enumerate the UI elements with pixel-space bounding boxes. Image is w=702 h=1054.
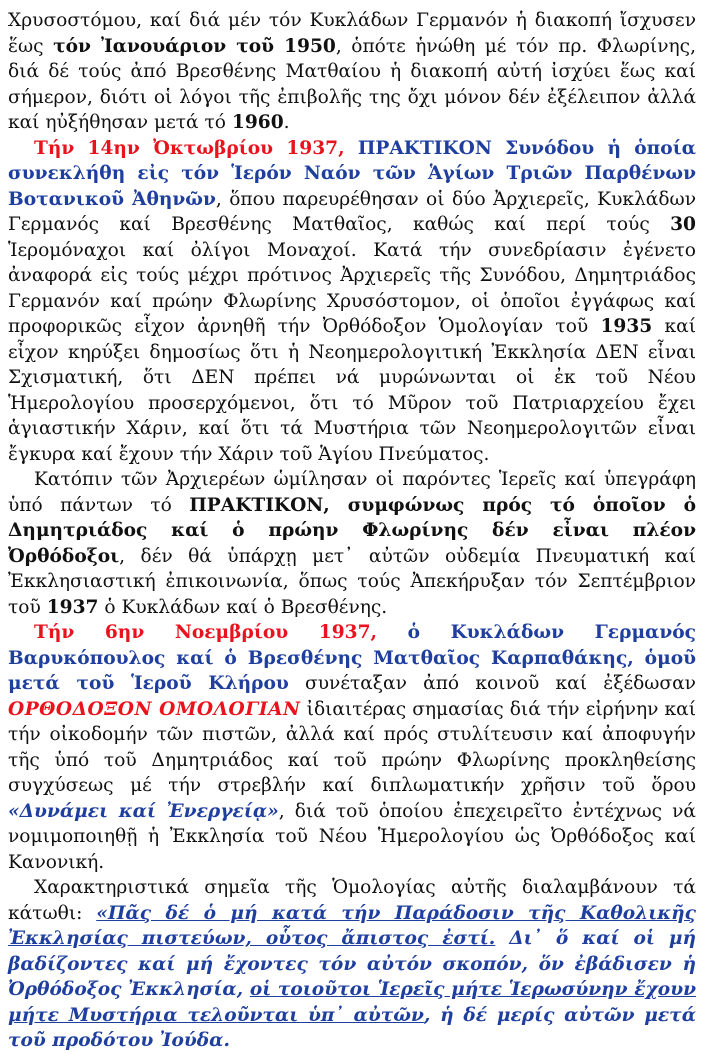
- blue-italic-quote: , ἡ δέ μερίς αὐτῶν μετά τοῦ προδότου Ἰούδα.: [8, 1004, 696, 1051]
- bold-year: 1937: [46, 596, 99, 618]
- bold-year: 1935: [600, 316, 653, 337]
- text-segment: Χρυσοστόμου, καί διά μέν τόν Κυκλάδων Γερμανόν ἡ διακοπή ἴσχυσεν ἕως: [8, 10, 696, 57]
- blue-italic-underlined-quote: «Πᾶς δέ ὁ μή κατά τήν Παράδοσιν τῆς Καθολικῆς Ἐκκλησίας πιστεύων, οὗτος ἄπιστος ἐστί.: [8, 902, 696, 949]
- blue-italic-quote: Δι᾽ ὅ καί οἱ μή βαδίζοντες καί μή ἔχοντες τόν αὐτόν σκοπόν, ὅν ἐβάδισεν ἡ Ὀρθόδοξος Ἐκκλησία,: [8, 928, 697, 1000]
- paragraph-2: [8, 136, 696, 468]
- bold-number: 30: [670, 214, 696, 235]
- red-date-heading: Τήν 6ην Νοεμβρίου 1937,: [34, 622, 408, 643]
- paragraph-1: [8, 8, 696, 136]
- text-segment: Κατόπιν τῶν Ἀρχιερέων ὡμίλησαν οἱ παρόντες Ἱερεῖς καί ὑπεγράφη ὑπό πάντων τό: [8, 469, 696, 516]
- blue-italic-underlined-quote: οἱ τοιοῦτοι Ἱερεῖς μήτε Ἱερωσύνην ἔχουν μήτε Μυστήρια τελοῦνται ὑπ᾽ αὐτῶν: [8, 979, 696, 1026]
- paragraph-5: [8, 875, 696, 1054]
- blue-italic-quote: «Δυνάμει καί Ἐνεργείᾳ»: [8, 800, 279, 822]
- text-segment: Ἱερομόναχοι καί ὀλίγοι Μοναχοί. Κατά τήν συνεδρίασιν ἐγένετο ἀναφορά εἰς τούς μέχρι πρότινος Ἀρχιερεῖς τῆς Συνόδου, Δημητριάδος Γερμανόν καί πρώην Φλωρίνης Χρυσόστομον, οἱ ὁποῖοι ἐγγάφως καί προφορικῶς εἶχον ἀρνηθῆ τήν Ὀρθόδοξον Ὁμολογίαν τοῦ: [8, 239, 696, 337]
- text-segment: .: [283, 112, 290, 133]
- paragraph-4: [8, 620, 696, 875]
- text-segment: συνέταξαν ἀπό κοινοῦ καί ἐξέδωσαν: [288, 673, 696, 694]
- text-segment: , δέν θά ὑπάρχῃ μετ᾽ αὐτῶν οὐδεμία Πνευματική καί Ἐκκλησιαστική ἐπικοινωνία, ὅπως τούς Ἀπεκήρυξαν τόν Σεπτέμβριον τοῦ: [8, 545, 696, 618]
- red-title: ΟΡΘΟΔΟΞΟΝ ΟΜΟΛΟΓΙΑΝ: [8, 698, 301, 720]
- text-segment: , διά τοῦ ὁποίου ἐπεχειρεῖτο ἐντέχνως νά νομιμοποιηθῇ ἡ Ἐκκλησία τοῦ Νέου Ἡμερολογίου ὡς Ὀρθόδοξος καί Κανονική.: [8, 800, 696, 873]
- text-segment: ἰδιαιτέρας σημασίας διά τήν εἰρήνην καί τήν οἰκοδομήν τῶν πιστῶν, ἀλλά καί πρός στυλίτευσιν καί ἀποφυγήν τῆς ὑπό τοῦ Δημητριάδος καί τοῦ πρώην Φλωρίνης προκληθείσης συγχύσεως μέ τήν στρεβλήν καί διπλωματικήν χρῆσιν τοῦ ὅρου: [8, 698, 696, 796]
- paragraph-3: [8, 467, 696, 620]
- blue-heading: ΠΡΑΚΤΙΚΟΝ Συνόδου ἡ ὁποία συνεκλήθη εἰς τόν Ἱερόν Ναόν τῶν Ἁγίων Τριῶν Παρθένων Βοτανικοῦ Ἀθηνῶν: [8, 137, 696, 210]
- text-segment: καί εἶχον κηρύξει δημοσίως ὅτι ἡ Νεοημερολογιτική Ἐκκλησία ΔΕΝ εἶναι Σχισματική, ὅτι ΔΕΝ πρέπει νά μυρώνωνται οἱ ἐκ τοῦ Νέου Ἡμερολογίου προσερχόμενοι, ὅτι τό Μῦρον τοῦ Πατριαρχείου ἔχει ἁγιαστικήν Χάριν, καί ὅτι τά Μυστήρια τῶν Νεοημερολογιτῶν εἶναι ἔγκυρα καί ἔχουν τήν Χάριν τοῦ Ἁγίου Πνεύματος.: [8, 316, 696, 465]
- text-segment: ὁ Κυκλάδων καί ὁ Βρεσθένης.: [98, 596, 388, 618]
- blue-heading: ὁ Κυκλάδων Γερμανός Βαρυκόπουλος καί ὁ Βρεσθένης Ματθαῖος Καρπαθάκης, ὁμοῦ μετά τοῦ Ἱεροῦ Κλήρου: [8, 622, 696, 694]
- red-date-heading: Τήν 14ην Ὀκτωβρίου 1937,: [34, 137, 358, 159]
- text-segment: , ὅπου παρευρέθησαν οἱ δύο Ἀρχιερεῖς, Κυκλάδων Γερμανός καί Βρεσθένης Ματθαῖος, καθώς καί περί τούς: [8, 188, 696, 235]
- bold-year: 1960: [231, 112, 284, 133]
- text-segment: Χαρακτηριστικά σημεῖα τῆς Ὁμολογίας αὐτῆς διαλαμβάνουν τά κάτωθι:: [8, 877, 696, 924]
- text-segment: , ὁπότε ἡνώθη μέ τόν πρ. Φλωρίνης, διά δέ τούς ἀπό Βρεσθένης Ματθαίου ἡ διακοπή αὐτή ἰσχύει ἕως καί σήμερον, διότι οἱ λόγοι τῆς ἐπιβολῆς της ὄχι μόνον δέν ἐξέλειπον ἀλλά καί ηὐξήθησαν μετά τό: [8, 35, 696, 133]
- bold-statement: ΠΡΑΚΤΙΚΟΝ, συμφώνως πρός τό ὁποῖον ὁ Δημητριάδος καί ὁ πρώην Φλωρίνης δέν εἶναι πλέον Ὀρθόδοξοι: [8, 494, 696, 567]
- bold-date: τόν Ἰανουάριον τοῦ 1950: [53, 35, 336, 57]
